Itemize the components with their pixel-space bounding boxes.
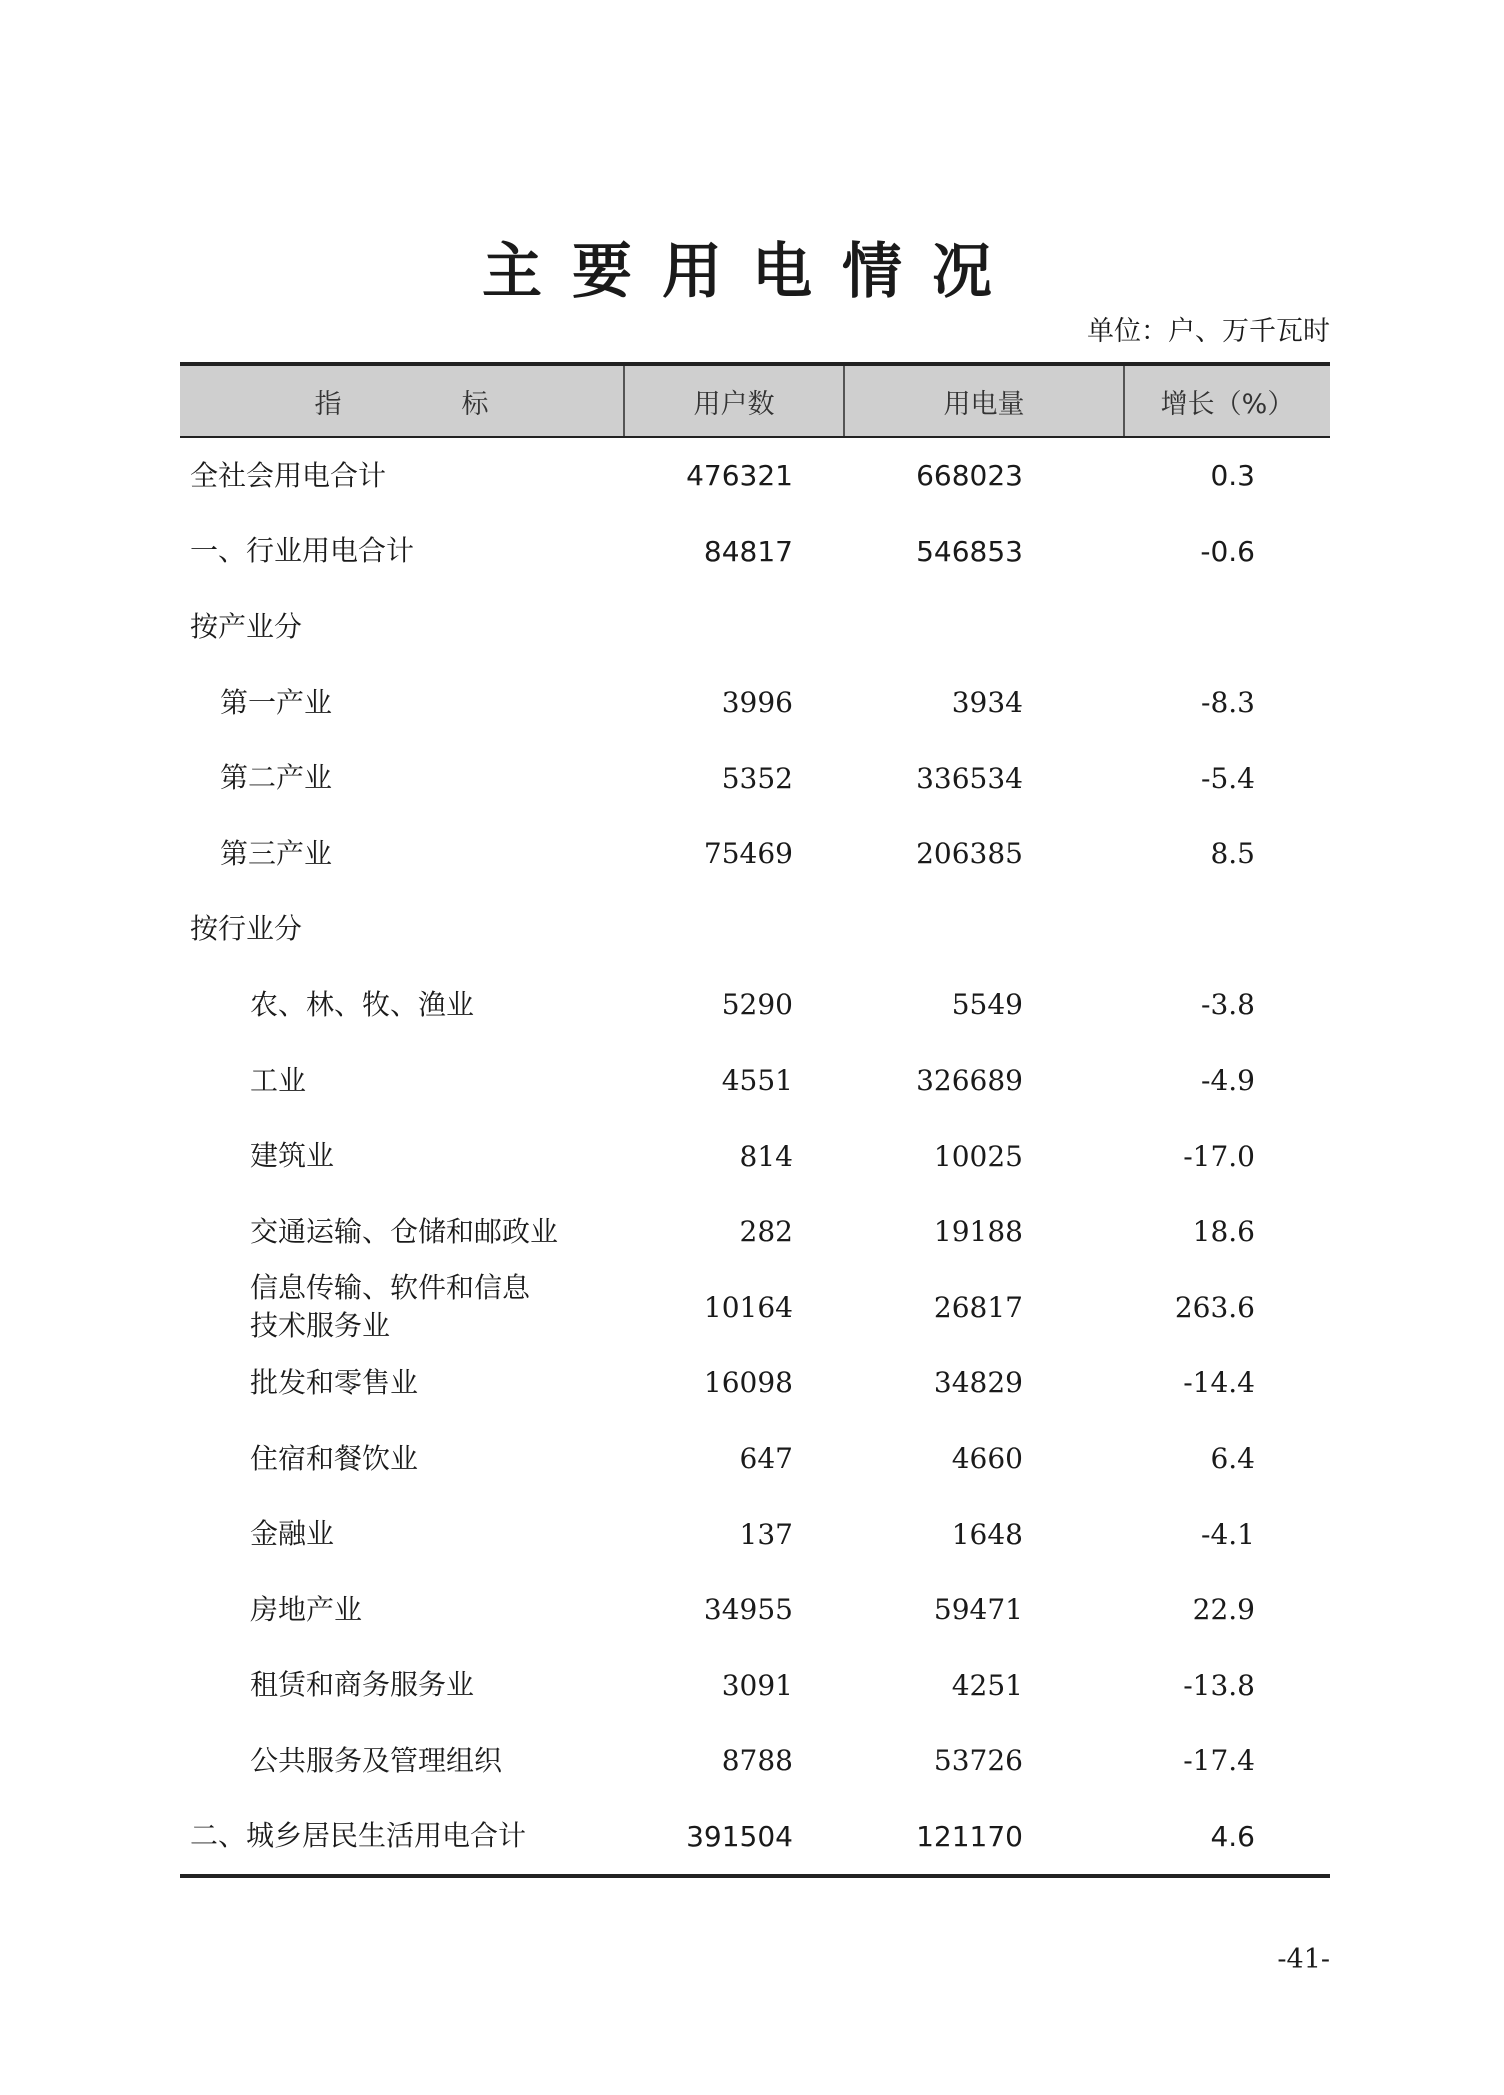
row-power: 53726 <box>933 1744 1023 1778</box>
row-users: 16098 <box>703 1366 793 1400</box>
table-row <box>180 816 1330 892</box>
row-label: 房地产业 <box>250 1592 363 1626</box>
header-power: 用电量 <box>843 366 1123 436</box>
header-indicator-char-1: 指 <box>314 388 342 420</box>
row-users: 3996 <box>721 686 793 720</box>
row-power: 10025 <box>933 1139 1023 1173</box>
row-users: 282 <box>739 1215 793 1249</box>
row-growth: 8.5 <box>1210 837 1255 871</box>
row-label: 金融业 <box>250 1517 335 1551</box>
header-indicator <box>180 366 623 436</box>
electricity-table <box>180 362 1330 1878</box>
table-row <box>180 1723 1330 1799</box>
row-label: 信息传输、软件和信息 技术服务业 <box>250 1271 531 1343</box>
row-label: 一、行业用电合计 <box>190 534 415 568</box>
row-label: 批发和零售业 <box>250 1365 419 1399</box>
row-power: 5549 <box>951 988 1023 1022</box>
table-row <box>180 1572 1330 1648</box>
row-growth: -4.9 <box>1201 1064 1255 1098</box>
table-row <box>180 967 1330 1043</box>
row-users: 5290 <box>721 988 793 1022</box>
table-bottom-rule <box>180 1874 1330 1878</box>
row-label: 住宿和餐饮业 <box>250 1441 419 1475</box>
row-power: 326689 <box>916 1064 1023 1098</box>
unit-note: 单位：户、万千瓦时 <box>1087 316 1330 347</box>
table-row <box>180 438 1330 514</box>
table-row <box>180 1421 1330 1497</box>
row-power: 34829 <box>933 1366 1023 1400</box>
table-row <box>180 740 1330 816</box>
row-label: 公共服务及管理组织 <box>250 1743 503 1777</box>
row-label: 第二产业 <box>220 761 333 795</box>
row-label: 建筑业 <box>250 1139 335 1173</box>
row-label: 交通运输、仓储和邮政业 <box>250 1214 559 1248</box>
row-power: 4660 <box>951 1442 1023 1476</box>
table-row <box>180 1799 1330 1875</box>
row-growth: -17.4 <box>1183 1744 1255 1778</box>
row-power: 336534 <box>916 761 1023 795</box>
row-power: 4251 <box>951 1668 1023 1702</box>
table-row <box>180 665 1330 741</box>
row-growth: -5.4 <box>1201 761 1255 795</box>
row-growth: -17.0 <box>1183 1139 1255 1173</box>
row-growth: -0.6 <box>1200 534 1255 568</box>
header-growth: 增长（%） <box>1123 366 1330 436</box>
table-row <box>180 1194 1330 1270</box>
table-row <box>180 892 1330 968</box>
row-label: 第三产业 <box>220 836 333 870</box>
row-growth: 4.6 <box>1210 1819 1255 1853</box>
row-label: 租赁和商务服务业 <box>250 1668 475 1702</box>
row-growth: 0.3 <box>1210 459 1255 493</box>
row-power: 3934 <box>951 686 1023 720</box>
row-growth: 22.9 <box>1192 1593 1255 1627</box>
row-users: 8788 <box>721 1744 793 1778</box>
row-users: 647 <box>739 1442 793 1476</box>
row-power: 121170 <box>916 1819 1023 1853</box>
row-growth: -8.3 <box>1201 686 1255 720</box>
row-users: 5352 <box>721 761 793 795</box>
table-row <box>180 589 1330 665</box>
row-power: 26817 <box>933 1290 1023 1324</box>
row-users: 75469 <box>703 837 793 871</box>
row-users: 391504 <box>686 1819 793 1853</box>
row-growth: 263.6 <box>1174 1290 1255 1324</box>
row-users: 137 <box>739 1517 793 1551</box>
row-users: 3091 <box>721 1668 793 1702</box>
table-row <box>180 1043 1330 1119</box>
row-label: 工业 <box>250 1063 307 1097</box>
row-label: 农、林、牧、渔业 <box>250 987 475 1021</box>
row-power: 1648 <box>951 1517 1023 1551</box>
row-power: 668023 <box>916 459 1023 493</box>
row-users: 84817 <box>703 534 793 568</box>
table-body <box>180 438 1330 1874</box>
table-row <box>180 1648 1330 1724</box>
table-row <box>180 1496 1330 1572</box>
header-indicator-char-2: 标 <box>461 388 489 420</box>
row-power: 59471 <box>933 1593 1023 1627</box>
table-row <box>180 514 1330 590</box>
row-growth: -14.4 <box>1183 1366 1255 1400</box>
page-number: -41- <box>1277 1944 1330 1975</box>
row-users: 814 <box>739 1139 793 1173</box>
row-users: 34955 <box>703 1593 793 1627</box>
row-growth: 6.4 <box>1210 1442 1255 1476</box>
row-users: 10164 <box>703 1290 793 1324</box>
row-label: 全社会用电合计 <box>190 458 387 492</box>
row-power: 19188 <box>933 1215 1023 1249</box>
row-growth: -3.8 <box>1201 988 1255 1022</box>
row-growth: 18.6 <box>1192 1215 1255 1249</box>
table-row <box>180 1118 1330 1194</box>
table-row <box>180 1345 1330 1421</box>
row-power: 546853 <box>916 534 1023 568</box>
row-growth: -4.1 <box>1201 1517 1255 1551</box>
header-users: 用户数 <box>623 366 843 436</box>
table-row <box>180 1270 1330 1346</box>
table-header <box>180 366 1330 438</box>
row-users: 476321 <box>686 459 793 493</box>
row-label: 第一产业 <box>220 685 333 719</box>
row-growth: -13.8 <box>1183 1668 1255 1702</box>
row-users: 4551 <box>721 1064 793 1098</box>
row-label: 按行业分 <box>190 912 303 946</box>
row-label: 二、城乡居民生活用电合计 <box>190 1819 527 1853</box>
row-power: 206385 <box>916 837 1023 871</box>
row-label: 按产业分 <box>190 609 303 643</box>
page-title: 主要用电情况 <box>482 237 1022 307</box>
